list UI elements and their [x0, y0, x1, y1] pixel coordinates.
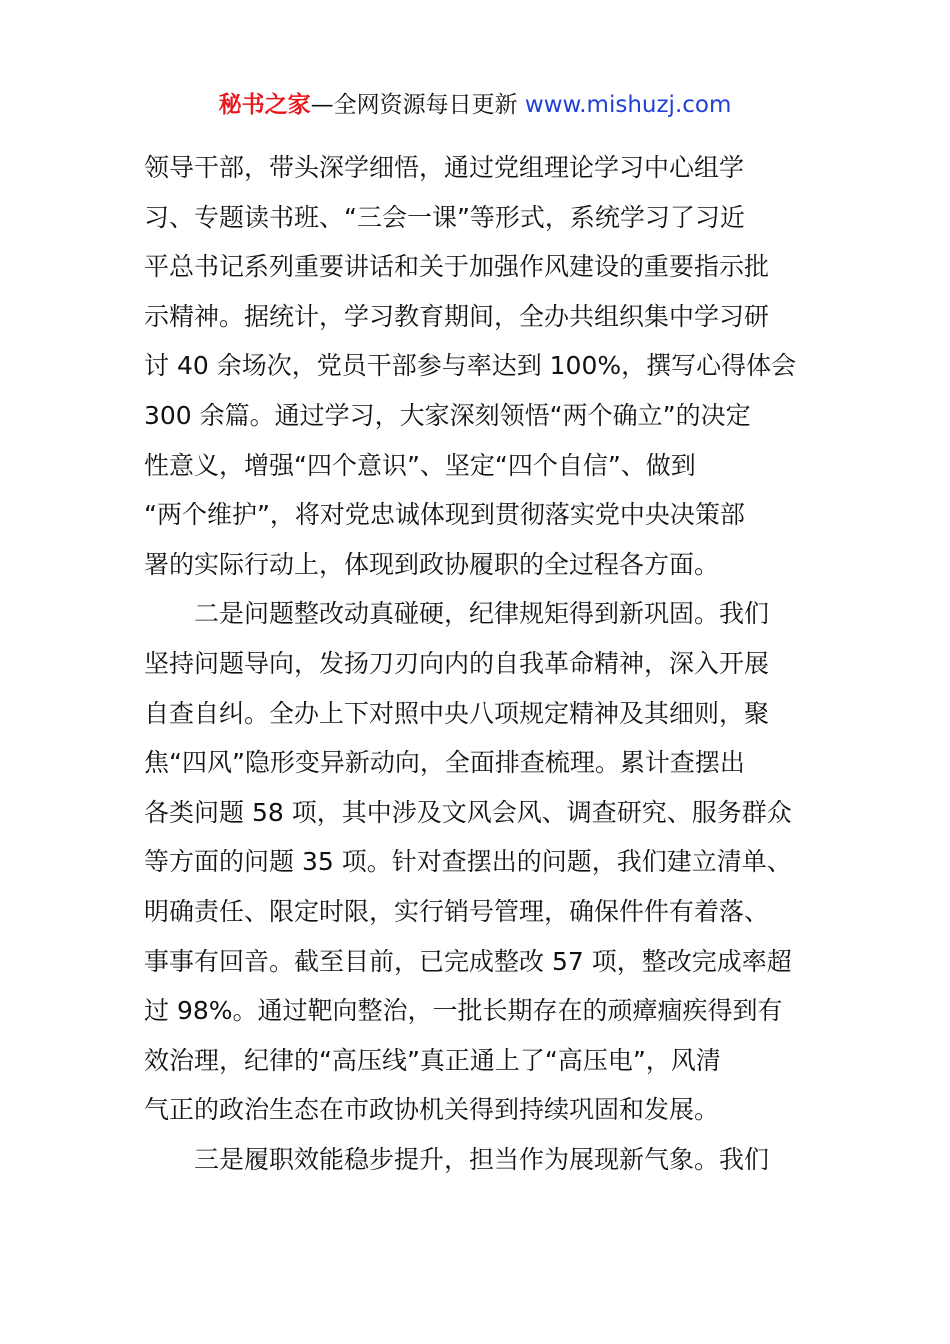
site-header — [0, 88, 950, 122]
text-line: 事事有回音。截至目前，已完成整改 57 项，整改完成率超 — [144, 946, 792, 976]
text-line: 各类问题 58 项，其中涉及文风会风、调查研究、服务群众 — [144, 797, 792, 827]
text-line: 讨 40 余场次，党员干部参与率达到 100%，撰写心得体会 — [144, 351, 797, 381]
text-line: 效治理，纪律的“高压线”真正通上了“高压电”，风清 — [144, 1045, 721, 1075]
text-line: 自查自纠。全办上下对照中央八项规定精神及其细则，聚 — [144, 698, 770, 728]
text-line: 等方面的问题 35 项。针对查摆出的问题，我们建立清单、 — [144, 847, 792, 877]
text-line: 300 余篇。通过学习，大家深刻领悟“两个确立”的决定 — [144, 400, 751, 430]
text-line: 示精神。据统计，学习教育期间，全办共组织集中学习研 — [144, 301, 770, 331]
text-line: 习、专题读书班、“三会一课”等形式，系统学习了习近 — [144, 202, 745, 232]
brand-name: 秘书之家 — [218, 92, 311, 118]
paragraph-start-line: 二是问题整改动真碰硬，纪律规矩得到新巩固。我们 — [194, 599, 770, 629]
text-line: 焦“四风”隐形变异新动向，全面排查梳理。累计查摆出 — [144, 748, 745, 778]
document-body — [144, 143, 806, 1184]
text-line: 明确责任、限定时限，实行销号管理，确保件件有着落、 — [144, 896, 770, 926]
text-line: 过 98%。通过靶向整治，一批长期存在的顽瘴痼疾得到有 — [144, 996, 783, 1026]
text-line: 坚持问题导向，发扬刀刃向内的自我革命精神，深入开展 — [144, 648, 770, 678]
site-url-link[interactable]: www.mishuzj.com — [524, 92, 732, 118]
text-line: 署的实际行动上，体现到政协履职的全过程各方面。 — [144, 549, 720, 579]
text-line: 平总书记系列重要讲话和关于加强作风建设的重要指示批 — [144, 252, 770, 282]
text-line: 气正的政治生态在市政协机关得到持续巩固和发展。 — [144, 1095, 720, 1125]
paragraph-start-line: 三是履职效能稳步提升，担当作为展现新气象。我们 — [194, 1144, 770, 1174]
text-line: “两个维护”，将对党忠诚体现到贯彻落实党中央决策部 — [144, 500, 745, 530]
text-line: 性意义，增强“四个意识”、坚定“四个自信”、做到 — [144, 450, 696, 480]
header-tagline: —全网资源每日更新 — [310, 92, 518, 118]
text-line: 领导干部，带头深学细悟，通过党组理论学习中心组学 — [144, 153, 745, 182]
